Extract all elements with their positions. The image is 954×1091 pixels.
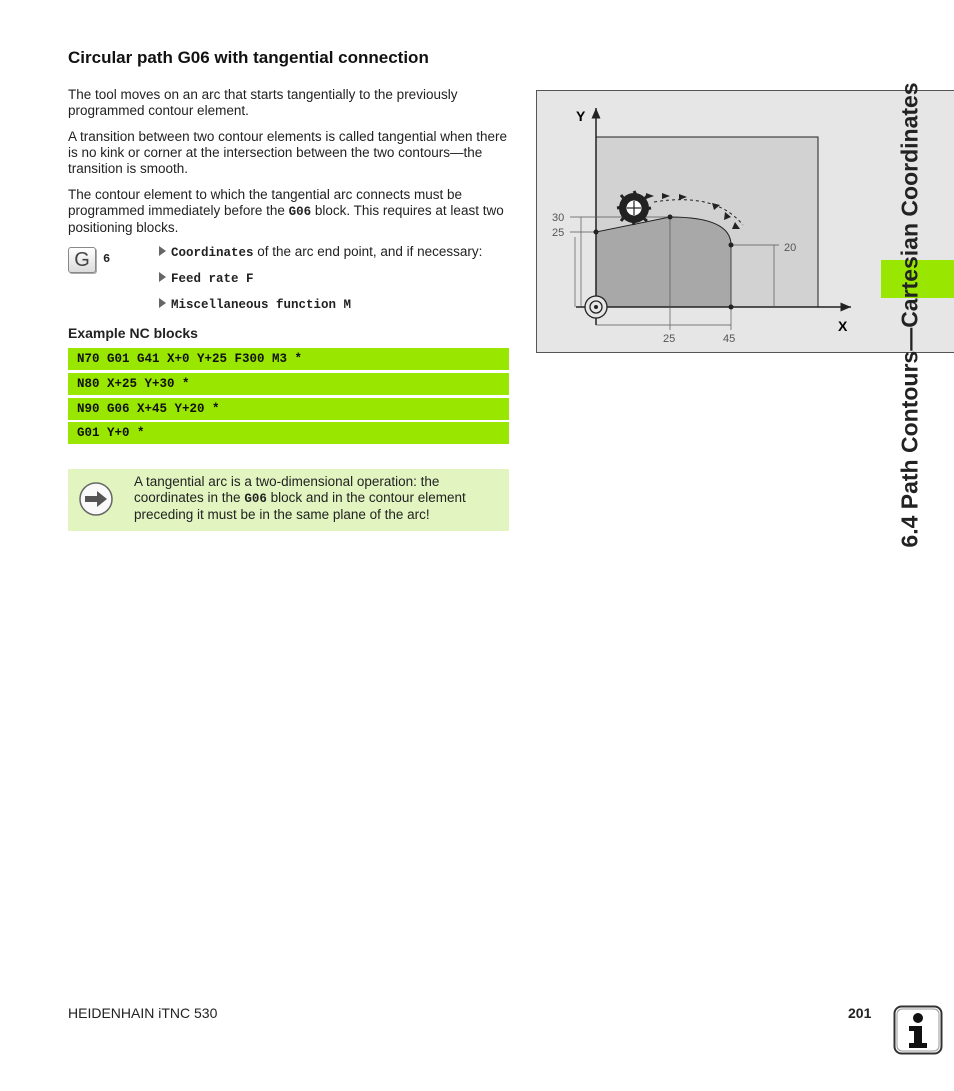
arrow-right-icon bbox=[79, 482, 113, 516]
requirement-text-1: The contour element to which the tangential arc connects must be programmed immediately before the bbox=[68, 187, 462, 218]
contour-point bbox=[594, 230, 599, 235]
triangle-bullet-icon bbox=[159, 272, 166, 282]
bullet-code: Coordinates bbox=[171, 246, 254, 260]
contour-point bbox=[729, 243, 734, 248]
bullet-code: Feed rate F bbox=[171, 272, 254, 286]
contour-shape bbox=[596, 217, 731, 307]
x-axis-label: X bbox=[838, 318, 848, 334]
y-tick-label: 25 bbox=[552, 227, 565, 239]
bullet-code: Miscellaneous function M bbox=[171, 298, 352, 312]
intro-paragraph: The tool moves on an arc that starts tangentially to the previously programmed contour element. bbox=[68, 87, 458, 118]
requirement-paragraph bbox=[68, 187, 513, 236]
bullet-text: of the arc end point, and if necessary: bbox=[253, 244, 483, 259]
code-line: N80 X+25 Y+30 * bbox=[68, 373, 509, 395]
code-line: N90 G06 X+45 Y+20 * bbox=[68, 398, 509, 420]
dim-label: 20 bbox=[784, 242, 797, 254]
g06-code: G06 bbox=[288, 205, 312, 219]
x-tick-label: 45 bbox=[723, 333, 736, 345]
note-text-1: A tangential arc is a two-dimensional operation: the coordinates in the bbox=[134, 474, 440, 505]
contour-point bbox=[729, 305, 734, 310]
x-tick-label: 25 bbox=[663, 333, 676, 345]
section-heading: Circular path G06 with tangential connection bbox=[68, 48, 429, 67]
note-box bbox=[68, 469, 509, 531]
note-g06-code: G06 bbox=[244, 492, 267, 506]
contour-figure bbox=[536, 90, 954, 353]
origin-icon bbox=[585, 296, 607, 318]
footer-product: HEIDENHAIN iTNC 530 bbox=[68, 1005, 218, 1021]
code-line: N70 G01 G41 X+0 Y+25 F300 M3 * bbox=[68, 348, 509, 370]
triangle-bullet-icon bbox=[159, 298, 166, 308]
example-title: Example NC blocks bbox=[68, 325, 198, 341]
sidebar-section-title: 6.4 Path Contours—Cartesian Coordinates bbox=[896, 82, 923, 548]
g-key-icon: G bbox=[68, 247, 96, 273]
info-icon bbox=[893, 1005, 943, 1055]
requirement-text-2: block. This requires at least two positioning blocks. bbox=[68, 203, 504, 235]
milling-cutter-icon bbox=[617, 191, 651, 225]
contour-point bbox=[668, 215, 673, 220]
triangle-bullet-icon bbox=[159, 246, 166, 256]
bullet-coordinates bbox=[159, 244, 482, 260]
g-key-number: 6 bbox=[103, 252, 111, 266]
note-text-2: block and in the contour element preceding it must be in the same plane of the arc! bbox=[134, 490, 466, 522]
bullet-feed-rate bbox=[159, 270, 254, 286]
y-axis-label: Y bbox=[576, 108, 586, 124]
tangential-paragraph: A transition between two contour elements is called tangential when there is no kink or corner at the intersection between the two contours—the transition is smooth. bbox=[68, 129, 508, 176]
code-line: G01 Y+0 * bbox=[68, 422, 509, 444]
y-tick-label: 30 bbox=[552, 212, 565, 224]
page-number: 201 bbox=[848, 1005, 872, 1021]
note-text bbox=[134, 474, 504, 523]
bullet-misc-function bbox=[159, 296, 351, 312]
